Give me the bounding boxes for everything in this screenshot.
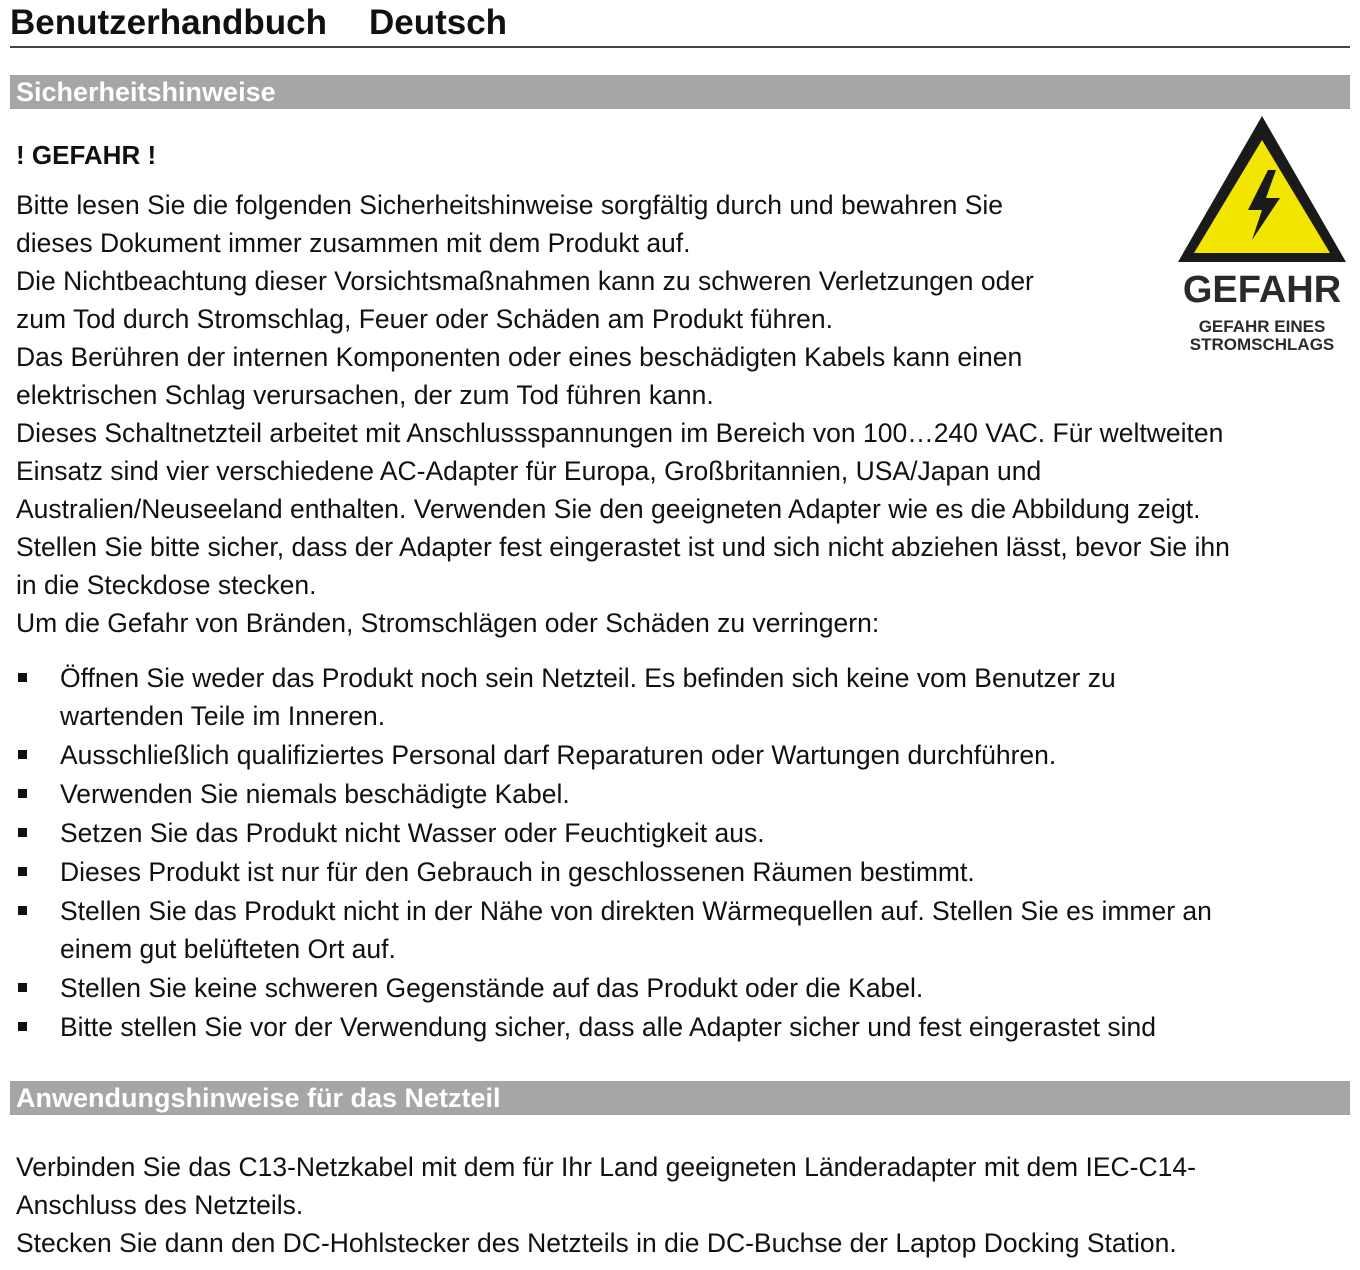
square-bullet-icon — [18, 789, 27, 798]
square-bullet-icon — [18, 828, 27, 837]
safety-bullet-list — [16, 659, 1212, 1047]
text-line: Um die Gefahr von Bränden, Stromschlägen oder Schäden zu verringern: — [16, 608, 880, 638]
list-item — [16, 814, 1212, 852]
text-line: Die Nichtbeachtung dieser Vorsichtsmaßnahmen kann zu schweren Verletzungen oder — [16, 266, 1034, 296]
safety-paragraph — [16, 528, 1230, 604]
text-line: Das Berühren der internen Komponenten oder eines beschädigten Kabels kann einen — [16, 342, 1023, 372]
list-item — [16, 775, 1212, 813]
square-bullet-icon — [18, 906, 27, 915]
high-voltage-warning-icon — [1172, 112, 1352, 268]
list-item — [16, 659, 1212, 735]
text-line: Bitte stellen Sie vor der Verwendung sicher, dass alle Adapter sicher und fest eingerastet sind — [60, 1012, 1156, 1042]
square-bullet-icon — [18, 1022, 27, 1031]
manual-language: Deutsch — [368, 3, 508, 42]
square-bullet-icon — [18, 673, 27, 682]
text-line: wartenden Teile im Inneren. — [60, 701, 386, 731]
sign-subtitle-line: STROMSCHLAGS — [1189, 335, 1335, 354]
square-bullet-icon — [18, 750, 27, 759]
safety-paragraph — [16, 262, 1034, 338]
text-line: Stellen Sie bitte sicher, dass der Adapter fest eingerastet ist und sich nicht abziehen lässt, bevor Sie ihn — [16, 532, 1230, 562]
text-line: dieses Dokument immer zusammen mit dem Produkt auf. — [16, 228, 691, 258]
list-item — [16, 892, 1212, 968]
text-line: elektrischen Schlag verursachen, der zum Tod führen kann. — [16, 380, 714, 410]
text-line: in die Steckdose stecken. — [16, 570, 317, 600]
list-item — [16, 1008, 1212, 1046]
usage-section-heading: Anwendungshinweise für das Netzteil — [10, 1081, 1350, 1115]
document-header — [10, 0, 1350, 48]
square-bullet-icon — [18, 983, 27, 992]
sign-subtitle-line: GEFAHR EINES — [1198, 317, 1326, 336]
sign-subtitle — [1172, 318, 1352, 354]
list-item — [16, 969, 1212, 1007]
text-line: Öffnen Sie weder das Produkt noch sein Netzteil. Es befinden sich keine vom Benutzer zu — [60, 663, 1116, 693]
sign-title: GEFAHR — [1182, 269, 1342, 311]
manual-title: Benutzerhandbuch — [10, 3, 327, 42]
text-line: Anschluss des Netzteils. — [16, 1190, 304, 1220]
text-line: Bitte lesen Sie die folgenden Sicherheitshinweise sorgfältig durch und bewahren Sie — [16, 190, 1004, 220]
usage-paragraph — [16, 1148, 1196, 1262]
safety-paragraph — [16, 604, 879, 642]
danger-warning-sign — [1172, 112, 1352, 362]
text-line: Verwenden Sie niemals beschädigte Kabel. — [60, 779, 570, 809]
text-line: Setzen Sie das Produkt nicht Wasser oder Feuchtigkeit aus. — [60, 818, 765, 848]
text-line: Dieses Produkt ist nur für den Gebrauch in geschlossenen Räumen bestimmt. — [60, 857, 975, 887]
text-line: Stellen Sie keine schweren Gegenstände auf das Produkt oder die Kabel. — [60, 973, 924, 1003]
text-line: zum Tod durch Stromschlag, Feuer oder Schäden am Produkt führen. — [16, 304, 834, 334]
text-line: Stellen Sie das Produkt nicht in der Nähe von direkten Wärmequellen auf. Stellen Sie es immer an — [60, 896, 1212, 926]
text-line: Dieses Schaltnetzteil arbeitet mit Anschlussspannungen im Bereich von 100…240 VAC. Für weltweiten — [16, 418, 1224, 448]
safety-paragraph — [16, 414, 1223, 528]
text-line: Verbinden Sie das C13-Netzkabel mit dem für Ihr Land geeigneten Länderadapter mit dem IEC-C14- — [16, 1152, 1196, 1182]
square-bullet-icon — [18, 867, 27, 876]
text-line: Ausschließlich qualifiziertes Personal darf Reparaturen oder Wartungen durchführen. — [60, 740, 1057, 770]
list-item — [16, 853, 1212, 891]
text-line: einem gut belüfteten Ort auf. — [60, 934, 396, 964]
text-line: Stecken Sie dann den DC-Hohlstecker des Netzteils in die DC-Buchse der Laptop Docking Station. — [16, 1228, 1177, 1258]
text-line: Einsatz sind vier verschiedene AC-Adapter für Europa, Großbritannien, USA/Japan und — [16, 456, 1042, 486]
text-line: Australien/Neuseeland enthalten. Verwenden Sie den geeigneten Adapter wie es die Abbildung zeigt. — [16, 494, 1201, 524]
safety-paragraph — [16, 338, 1022, 414]
safety-paragraph — [16, 186, 1003, 262]
safety-section-heading: Sicherheitshinweise — [10, 75, 1350, 109]
danger-title: ! GEFAHR ! — [16, 140, 157, 170]
list-item — [16, 736, 1212, 774]
